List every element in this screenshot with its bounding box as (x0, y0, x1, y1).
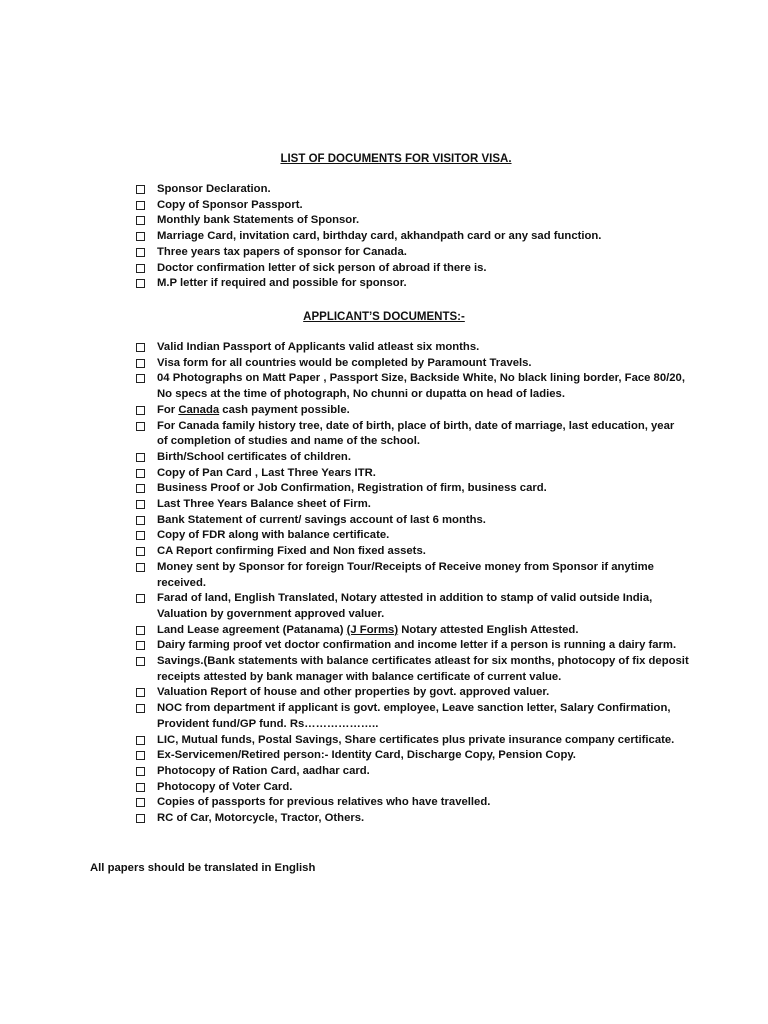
checklist-item-text (157, 229, 676, 245)
checklist-item (136, 560, 676, 591)
checkbox-icon[interactable] (136, 767, 145, 776)
checkbox-icon[interactable] (136, 531, 145, 540)
checklist-item-text (157, 591, 676, 622)
item-line: Provident fund/GP fund. Rs……………….. (157, 717, 379, 730)
checklist-item-text (157, 795, 676, 811)
checklist-item (136, 356, 676, 372)
checkbox-icon[interactable] (136, 248, 145, 257)
checklist-item-text (157, 261, 676, 277)
checkbox-icon[interactable] (136, 469, 145, 478)
checklist-item-text (157, 356, 676, 372)
item-line: receipts attested by bank manager with balance certificate of current value. (157, 670, 562, 683)
item-line: Money sent by Sponsor for foreign Tour/Receipts of Receive money from Sponsor if anytime (157, 560, 654, 573)
item-line: LIC, Mutual funds, Postal Savings, Share certificates plus private insurance company certificate. (157, 733, 675, 746)
checkbox-icon[interactable] (136, 594, 145, 603)
checklist-item-text (157, 701, 676, 732)
checklist-item-text (157, 638, 676, 654)
sponsor-checklist (136, 182, 676, 292)
checkbox-icon[interactable] (136, 547, 145, 556)
checklist-item (136, 213, 676, 229)
checkbox-icon[interactable] (136, 626, 145, 635)
item-line: NOC from department if applicant is govt. employee, Leave sanction letter, Salary Confirmation, (157, 702, 671, 715)
checklist-item-text (157, 544, 676, 560)
applicant-checklist (136, 340, 689, 827)
item-line: Valuation Report of house and other properties by govt. approved valuer. (157, 686, 550, 699)
item-line: Business Proof or Job Confirmation, Registration of firm, business card. (157, 482, 547, 495)
checklist-item (136, 748, 676, 764)
checklist-item-text (157, 780, 676, 796)
checkbox-icon[interactable] (136, 343, 145, 352)
checklist-item (136, 544, 676, 560)
checkbox-icon[interactable] (136, 264, 145, 273)
checklist-item (136, 419, 676, 450)
checklist-item (136, 701, 676, 732)
checklist-item (136, 591, 676, 622)
item-line: CA Report confirming Fixed and Non fixed assets. (157, 545, 426, 558)
checklist-item-text (157, 764, 676, 780)
item-line: Copy of Sponsor Passport. (157, 198, 303, 211)
checkbox-icon[interactable] (136, 406, 145, 415)
checklist-item-text (157, 466, 676, 482)
item-line: Copy of Pan Card , Last Three Years ITR. (157, 466, 376, 479)
checklist-item (136, 245, 676, 261)
underlined-text: Canada (178, 403, 220, 416)
document-title: LIST OF DOCUMENTS FOR VISITOR VISA. (280, 153, 512, 165)
checkbox-icon[interactable] (136, 516, 145, 525)
item-line: Visa form for all countries would be completed by Paramount Travels. (157, 356, 532, 369)
checkbox-icon[interactable] (136, 736, 145, 745)
checklist-item-text (157, 450, 676, 466)
item-line: Three years tax papers of sponsor for Canada. (157, 245, 407, 258)
checklist-item-text (157, 213, 676, 229)
item-line: Last Three Years Balance sheet of Firm. (157, 498, 371, 511)
item-line: Ex-Servicemen/Retired person:- Identity Card, Discharge Copy, Pension Copy. (157, 749, 576, 762)
checkbox-icon[interactable] (136, 216, 145, 225)
checkbox-icon[interactable] (136, 359, 145, 368)
checklist-item (136, 497, 676, 513)
checkbox-icon[interactable] (136, 279, 145, 288)
checklist-item (136, 528, 676, 544)
checkbox-icon[interactable] (136, 657, 145, 666)
checklist-item-text (157, 419, 676, 450)
checklist-item (136, 182, 676, 198)
checklist-item-text (157, 811, 676, 827)
checkbox-icon[interactable] (136, 563, 145, 572)
checklist-item (136, 764, 676, 780)
checklist-item (136, 481, 676, 497)
item-line: of completion of studies and name of the school. (157, 435, 420, 448)
checkbox-icon[interactable] (136, 641, 145, 650)
item-line: 04 Photographs on Matt Paper , Passport Size, Backside White, No black lining border, Face 80/20, (157, 372, 685, 385)
checklist-item-text (157, 403, 676, 419)
checklist-item (136, 795, 676, 811)
applicant-documents-heading: APPLICANT’S DOCUMENTS:- (303, 311, 465, 323)
checklist-item (136, 638, 676, 654)
item-line: Birth/School certificates of children. (157, 450, 351, 463)
item-line: Doctor confirmation letter of sick person of abroad if there is. (157, 261, 487, 274)
checkbox-icon[interactable] (136, 688, 145, 697)
checklist-item-text (157, 528, 676, 544)
item-line: Photocopy of Voter Card. (157, 780, 293, 793)
checklist-item-text (157, 748, 676, 764)
checklist-item-text (157, 245, 676, 261)
checkbox-icon[interactable] (136, 500, 145, 509)
item-line (157, 403, 676, 419)
item-line: For Canada family history tree, date of birth, place of birth, date of marriage, last education, year (157, 419, 675, 432)
item-line: Valid Indian Passport of Applicants valid atleast six months. (157, 341, 480, 353)
checklist-item-text (157, 654, 689, 685)
checkbox-icon[interactable] (136, 484, 145, 493)
item-line: Copy of FDR along with balance certificate. (157, 529, 390, 542)
checklist-item (136, 513, 676, 529)
checklist-item (136, 780, 676, 796)
checklist-item (136, 261, 676, 277)
checklist-item (136, 340, 676, 356)
item-line: received. (157, 576, 206, 589)
checkbox-icon[interactable] (136, 453, 145, 462)
item-line: Monthly bank Statements of Sponsor. (157, 214, 360, 227)
item-text-part: Land Lease agreement (Patanama) (157, 623, 347, 636)
checklist-item-text (157, 481, 676, 497)
checklist-item (136, 733, 676, 749)
item-line: Dairy farming proof vet doctor confirmation and income letter if a person is running a dairy farm. (157, 639, 677, 652)
checklist-item (136, 276, 676, 292)
checkbox-icon[interactable] (136, 232, 145, 241)
checklist-item-text (157, 560, 676, 591)
checklist-item-text (157, 685, 676, 701)
item-line: Copies of passports for previous relatives who have travelled. (157, 796, 491, 809)
item-line: No specs at the time of photograph, No chunni or dupatta on head of ladies. (157, 388, 565, 401)
checklist-item (136, 811, 676, 827)
checklist-item (136, 371, 685, 402)
checkbox-icon[interactable] (136, 422, 145, 431)
checklist-item-text (157, 497, 676, 513)
checkbox-icon[interactable] (136, 704, 145, 713)
item-line: Marriage Card, invitation card, birthday card, akhandpath card or any sad function. (157, 230, 602, 243)
checklist-item (136, 198, 676, 214)
checkbox-icon[interactable] (136, 783, 145, 792)
underlined-text: (J Forms) (346, 623, 399, 636)
item-line: Sponsor Declaration. (157, 183, 271, 195)
checklist-item (136, 654, 689, 685)
checkbox-icon[interactable] (136, 751, 145, 760)
item-line: Bank Statement of current/ savings account of last 6 months. (157, 513, 486, 526)
item-line: Savings.(Bank statements with balance certificates atleast for six months, photocopy of fix deposit (157, 655, 689, 668)
checkbox-icon[interactable] (136, 185, 145, 194)
checklist-item-text (157, 340, 676, 356)
checklist-item-text (157, 371, 685, 402)
checklist-item-text (157, 198, 676, 214)
checklist-item-text (157, 276, 676, 292)
footer-note: All papers should be translated in English (90, 862, 316, 874)
item-text-part: cash payment possible. (219, 403, 350, 416)
checklist-item (136, 685, 676, 701)
checkbox-icon[interactable] (136, 201, 145, 210)
checkbox-icon[interactable] (136, 798, 145, 807)
checklist-item-text (157, 733, 676, 749)
checkbox-icon[interactable] (136, 374, 145, 383)
item-line: M.P letter if required and possible for sponsor. (157, 277, 407, 290)
item-line: Photocopy of Ration Card, aadhar card. (157, 764, 370, 777)
item-line: Valuation by government approved valuer. (157, 607, 385, 620)
item-line (157, 623, 676, 639)
checklist-item-text (157, 513, 676, 529)
checkbox-icon[interactable] (136, 814, 145, 823)
checklist-item (136, 623, 676, 639)
item-text-part: Notary attested English Attested. (398, 623, 579, 636)
checklist-item (136, 466, 676, 482)
checklist-item (136, 229, 676, 245)
item-line: Farad of land, English Translated, Notary attested in addition to stamp of valid outside India, (157, 592, 653, 605)
checklist-item (136, 403, 676, 419)
checklist-item-text (157, 623, 676, 639)
checklist-item (136, 450, 676, 466)
item-line: RC of Car, Motorcycle, Tractor, Others. (157, 812, 365, 825)
item-text-part: For (157, 403, 179, 416)
checklist-item-text (157, 182, 676, 198)
